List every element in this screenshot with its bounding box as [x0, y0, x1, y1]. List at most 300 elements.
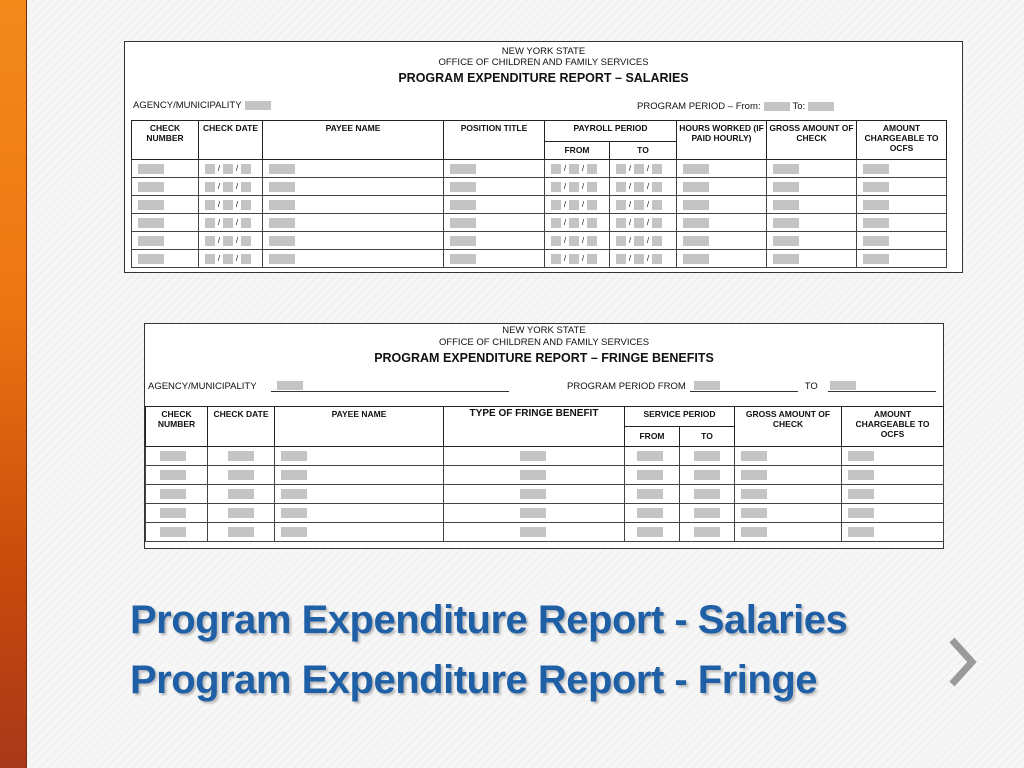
table-cell	[680, 504, 735, 523]
service-from-input[interactable]	[637, 508, 663, 518]
table-cell	[610, 178, 677, 196]
table-cell	[132, 214, 199, 232]
header-from: FROM	[545, 142, 610, 160]
table-cell	[680, 466, 735, 485]
check-number-input[interactable]	[160, 508, 186, 518]
fringe-type-input[interactable]	[520, 451, 546, 461]
header-position-title: POSITION TITLE	[444, 121, 545, 160]
date-day-input[interactable]	[569, 200, 579, 210]
table-cell	[545, 160, 610, 178]
header-type-of-fringe: TYPE OF FRINGE BENEFIT	[444, 407, 625, 447]
table-cell	[735, 504, 842, 523]
period-from-input[interactable]	[764, 102, 790, 111]
header-to: TO	[610, 142, 677, 160]
date-day-input[interactable]	[634, 200, 644, 210]
table-cell	[857, 196, 947, 214]
header-check-date: CHECK DATE	[199, 121, 263, 160]
header-amount-chargeable: AMOUNT CHARGEABLE TO OCFS	[842, 407, 944, 447]
date-separator: /	[628, 236, 632, 246]
date-year-input[interactable]	[241, 218, 251, 228]
date-year-input[interactable]	[652, 218, 662, 228]
table-cell	[842, 485, 944, 504]
service-from-input[interactable]	[637, 451, 663, 461]
service-from-input[interactable]	[637, 470, 663, 480]
date-day-input[interactable]	[223, 236, 233, 246]
table-cell	[263, 232, 444, 250]
date-month-input[interactable]	[205, 164, 215, 174]
header-from: FROM	[625, 427, 680, 447]
date-month-input[interactable]	[551, 218, 561, 228]
date-separator: /	[217, 218, 221, 228]
table-row	[146, 447, 944, 466]
table-cell	[444, 504, 625, 523]
amount-chargeable-input[interactable]	[863, 200, 889, 210]
date-separator: /	[581, 254, 585, 264]
table-cell	[444, 232, 545, 250]
date-separator: /	[646, 236, 650, 246]
gross-amount-input[interactable]	[773, 200, 799, 210]
table-cell	[132, 160, 199, 178]
table-cell	[263, 196, 444, 214]
position-title-input[interactable]	[450, 254, 476, 264]
date-month-input[interactable]	[205, 236, 215, 246]
agency-input[interactable]	[245, 101, 271, 110]
date-separator: /	[217, 254, 221, 264]
program-period-field	[567, 380, 936, 392]
date-month-input[interactable]	[205, 218, 215, 228]
fringe-table	[145, 406, 944, 542]
check-date-input[interactable]	[228, 527, 254, 537]
payee-name-input[interactable]	[269, 182, 295, 192]
table-cell	[208, 504, 275, 523]
form-office-heading: OFFICE OF CHILDREN AND FAMILY SERVICES	[438, 337, 650, 348]
date-year-input[interactable]	[241, 236, 251, 246]
period-to-input[interactable]	[828, 380, 936, 392]
service-to-input[interactable]	[694, 489, 720, 499]
table-cell	[680, 485, 735, 504]
date-day-input[interactable]	[223, 254, 233, 264]
table-cell	[132, 232, 199, 250]
header-check-number: CHECK NUMBER	[146, 407, 208, 447]
date-month-input[interactable]	[205, 200, 215, 210]
service-from-input[interactable]	[637, 527, 663, 537]
date-year-input[interactable]	[652, 164, 662, 174]
amount-chargeable-input[interactable]	[863, 182, 889, 192]
date-year-input[interactable]	[241, 182, 251, 192]
hours-worked-input[interactable]	[683, 236, 709, 246]
date-day-input[interactable]	[569, 236, 579, 246]
date-month-input[interactable]	[616, 164, 626, 174]
table-cell	[545, 214, 610, 232]
header-check-date: CHECK DATE	[208, 407, 275, 447]
table-cell	[208, 485, 275, 504]
table-cell	[199, 160, 263, 178]
header-service-period: SERVICE PERIOD	[625, 407, 735, 427]
table-row	[132, 214, 947, 232]
gross-amount-input[interactable]	[741, 508, 767, 518]
payee-name-input[interactable]	[281, 470, 307, 480]
table-cell	[199, 178, 263, 196]
date-year-input[interactable]	[652, 200, 662, 210]
table-row	[132, 232, 947, 250]
payee-name-input[interactable]	[269, 236, 295, 246]
table-cell	[444, 466, 625, 485]
date-day-input[interactable]	[569, 164, 579, 174]
table-cell	[857, 232, 947, 250]
amount-chargeable-input[interactable]	[848, 527, 874, 537]
date-month-input[interactable]	[205, 182, 215, 192]
position-title-input[interactable]	[450, 218, 476, 228]
check-number-input[interactable]	[160, 451, 186, 461]
amount-chargeable-input[interactable]	[848, 508, 874, 518]
table-cell	[625, 485, 680, 504]
date-separator: /	[581, 200, 585, 210]
date-month-input[interactable]	[616, 182, 626, 192]
date-separator: /	[235, 200, 239, 210]
slide-title-fringe: Program Expenditure Report - Fringe	[130, 658, 818, 702]
date-year-input[interactable]	[241, 200, 251, 210]
service-from-input[interactable]	[637, 489, 663, 499]
amount-chargeable-input[interactable]	[863, 254, 889, 264]
date-separator: /	[217, 236, 221, 246]
date-year-input[interactable]	[652, 254, 662, 264]
table-cell	[735, 447, 842, 466]
table-cell	[444, 485, 625, 504]
date-separator: /	[217, 200, 221, 210]
table-cell	[132, 196, 199, 214]
date-year-input[interactable]	[587, 218, 597, 228]
table-cell	[545, 232, 610, 250]
date-month-input[interactable]	[551, 236, 561, 246]
table-cell	[677, 214, 767, 232]
form-state-heading: NEW YORK STATE	[501, 46, 586, 57]
table-cell	[545, 250, 610, 268]
table-cell	[208, 466, 275, 485]
table-cell	[767, 250, 857, 268]
position-title-input[interactable]	[450, 164, 476, 174]
date-separator: /	[628, 218, 632, 228]
agency-label: AGENCY/MUNICIPALITY	[148, 380, 257, 392]
table-cell	[677, 250, 767, 268]
check-date-input[interactable]	[228, 489, 254, 499]
table-row	[132, 160, 947, 178]
amount-chargeable-input[interactable]	[863, 164, 889, 174]
check-number-input[interactable]	[138, 164, 164, 174]
table-cell	[275, 485, 444, 504]
table-cell	[735, 466, 842, 485]
header-to: TO	[680, 427, 735, 447]
table-cell	[146, 466, 208, 485]
date-year-input[interactable]	[587, 236, 597, 246]
date-separator: /	[563, 236, 567, 246]
period-from-input[interactable]	[690, 380, 798, 392]
date-month-input[interactable]	[551, 164, 561, 174]
date-year-input[interactable]	[241, 254, 251, 264]
check-number-input[interactable]	[138, 182, 164, 192]
table-cell	[199, 232, 263, 250]
fringe-form	[144, 323, 944, 549]
table-row	[132, 178, 947, 196]
hours-worked-input[interactable]	[683, 182, 709, 192]
table-cell	[275, 466, 444, 485]
check-date-input[interactable]	[228, 470, 254, 480]
table-cell	[842, 523, 944, 542]
payee-name-input[interactable]	[281, 527, 307, 537]
date-month-input[interactable]	[551, 200, 561, 210]
date-day-input[interactable]	[569, 182, 579, 192]
period-to-input[interactable]	[808, 102, 834, 111]
date-separator: /	[563, 164, 567, 174]
date-separator: /	[628, 164, 632, 174]
table-cell	[625, 504, 680, 523]
header-payroll-period: PAYROLL PERIOD	[545, 121, 677, 142]
gross-amount-input[interactable]	[773, 182, 799, 192]
table-cell	[857, 250, 947, 268]
table-cell	[132, 250, 199, 268]
check-number-input[interactable]	[138, 236, 164, 246]
date-day-input[interactable]	[634, 182, 644, 192]
fringe-type-input[interactable]	[520, 489, 546, 499]
form-office-heading: OFFICE OF CHILDREN AND FAMILY SERVICES	[438, 57, 649, 68]
table-cell	[444, 523, 625, 542]
table-cell	[610, 214, 677, 232]
table-cell	[677, 232, 767, 250]
date-day-input[interactable]	[223, 182, 233, 192]
date-separator: /	[646, 254, 650, 264]
amount-chargeable-input[interactable]	[863, 218, 889, 228]
check-number-input[interactable]	[138, 200, 164, 210]
hours-worked-input[interactable]	[683, 254, 709, 264]
table-cell	[767, 196, 857, 214]
hours-worked-input[interactable]	[683, 164, 709, 174]
fringe-table-body	[146, 447, 944, 542]
date-day-input[interactable]	[634, 164, 644, 174]
agency-label: AGENCY/MUNICIPALITY	[133, 100, 242, 111]
date-separator: /	[628, 182, 632, 192]
table-cell	[444, 447, 625, 466]
date-year-input[interactable]	[587, 200, 597, 210]
date-separator: /	[235, 218, 239, 228]
date-month-input[interactable]	[616, 236, 626, 246]
date-separator: /	[235, 236, 239, 246]
date-year-input[interactable]	[587, 254, 597, 264]
date-separator: /	[628, 254, 632, 264]
date-month-input[interactable]	[205, 254, 215, 264]
amount-chargeable-input[interactable]	[863, 236, 889, 246]
date-year-input[interactable]	[587, 164, 597, 174]
amount-chargeable-input[interactable]	[848, 489, 874, 499]
check-number-input[interactable]	[160, 470, 186, 480]
form-title: PROGRAM EXPENDITURE REPORT – FRINGE BENEFITS	[374, 351, 714, 365]
table-cell	[680, 523, 735, 542]
table-cell	[208, 447, 275, 466]
position-title-input[interactable]	[450, 236, 476, 246]
table-cell	[680, 447, 735, 466]
fringe-type-input[interactable]	[520, 527, 546, 537]
date-separator: /	[563, 182, 567, 192]
table-cell	[263, 178, 444, 196]
table-cell	[545, 178, 610, 196]
check-date-input[interactable]	[228, 508, 254, 518]
service-to-input[interactable]	[694, 527, 720, 537]
date-year-input[interactable]	[652, 182, 662, 192]
table-cell	[275, 447, 444, 466]
date-separator: /	[563, 200, 567, 210]
table-cell	[625, 447, 680, 466]
table-cell	[208, 523, 275, 542]
table-cell	[677, 160, 767, 178]
date-day-input[interactable]	[223, 164, 233, 174]
date-day-input[interactable]	[223, 218, 233, 228]
date-separator: /	[235, 164, 239, 174]
table-row	[146, 504, 944, 523]
gross-amount-input[interactable]	[741, 489, 767, 499]
table-cell	[857, 160, 947, 178]
date-day-input[interactable]	[634, 254, 644, 264]
table-row	[146, 485, 944, 504]
payee-name-input[interactable]	[269, 218, 295, 228]
date-year-input[interactable]	[587, 182, 597, 192]
table-row	[146, 523, 944, 542]
date-day-input[interactable]	[634, 236, 644, 246]
table-cell	[146, 504, 208, 523]
gross-amount-input[interactable]	[773, 236, 799, 246]
date-day-input[interactable]	[223, 200, 233, 210]
agency-input[interactable]	[271, 380, 509, 392]
payee-name-input[interactable]	[281, 489, 307, 499]
date-separator: /	[646, 164, 650, 174]
date-month-input[interactable]	[616, 254, 626, 264]
position-title-input[interactable]	[450, 182, 476, 192]
form-title: PROGRAM EXPENDITURE REPORT – SALARIES	[398, 71, 689, 85]
date-separator: /	[646, 218, 650, 228]
header-hours-worked: HOURS WORKED (IF PAID HOURLY)	[677, 121, 767, 160]
date-separator: /	[646, 200, 650, 210]
table-cell	[444, 196, 545, 214]
chevron-right-icon[interactable]	[944, 634, 980, 690]
fringe-type-input[interactable]	[520, 470, 546, 480]
period-to-label: TO	[804, 380, 818, 392]
date-day-input[interactable]	[634, 218, 644, 228]
table-cell	[146, 523, 208, 542]
table-cell	[842, 466, 944, 485]
date-day-input[interactable]	[569, 254, 579, 264]
fringe-type-input[interactable]	[520, 508, 546, 518]
check-number-input[interactable]	[160, 489, 186, 499]
date-year-input[interactable]	[652, 236, 662, 246]
table-cell	[625, 466, 680, 485]
hours-worked-input[interactable]	[683, 200, 709, 210]
table-cell	[735, 523, 842, 542]
service-to-input[interactable]	[694, 508, 720, 518]
amount-chargeable-input[interactable]	[848, 451, 874, 461]
table-cell	[275, 504, 444, 523]
agency-field	[148, 380, 509, 392]
amount-chargeable-input[interactable]	[848, 470, 874, 480]
period-from-label: PROGRAM PERIOD FROM	[567, 380, 686, 392]
table-cell	[610, 196, 677, 214]
table-cell	[767, 214, 857, 232]
header-gross-amount: GROSS AMOUNT OF CHECK	[767, 121, 857, 160]
date-separator: /	[646, 182, 650, 192]
check-date-input[interactable]	[228, 451, 254, 461]
table-cell	[199, 196, 263, 214]
date-day-input[interactable]	[569, 218, 579, 228]
date-year-input[interactable]	[241, 164, 251, 174]
date-separator: /	[235, 254, 239, 264]
gross-amount-input[interactable]	[741, 470, 767, 480]
table-row	[146, 466, 944, 485]
gross-amount-input[interactable]	[773, 164, 799, 174]
date-month-input[interactable]	[551, 182, 561, 192]
table-cell	[767, 160, 857, 178]
table-cell	[857, 178, 947, 196]
header-amount-chargeable: AMOUNT CHARGEABLE TO OCFS	[857, 121, 947, 160]
header-payee-name: PAYEE NAME	[263, 121, 444, 160]
payee-name-input[interactable]	[281, 451, 307, 461]
table-cell	[610, 250, 677, 268]
service-to-input[interactable]	[694, 470, 720, 480]
payee-name-input[interactable]	[269, 254, 295, 264]
table-row	[132, 196, 947, 214]
position-title-input[interactable]	[450, 200, 476, 210]
table-cell	[444, 214, 545, 232]
table-cell	[767, 232, 857, 250]
date-separator: /	[563, 254, 567, 264]
table-cell	[199, 250, 263, 268]
table-cell	[275, 523, 444, 542]
table-cell	[263, 250, 444, 268]
hours-worked-input[interactable]	[683, 218, 709, 228]
salaries-table-body	[132, 160, 947, 268]
table-cell	[545, 196, 610, 214]
check-number-input[interactable]	[138, 218, 164, 228]
header-payee-name: PAYEE NAME	[275, 407, 444, 447]
date-month-input[interactable]	[551, 254, 561, 264]
table-cell	[842, 447, 944, 466]
date-separator: /	[581, 182, 585, 192]
header-gross-amount: GROSS AMOUNT OF CHECK	[735, 407, 842, 447]
period-from-label: PROGRAM PERIOD – From:	[637, 101, 761, 112]
payee-name-input[interactable]	[269, 200, 295, 210]
slide-title-salaries: Program Expenditure Report - Salaries	[130, 598, 848, 642]
date-separator: /	[581, 218, 585, 228]
table-cell	[444, 178, 545, 196]
table-cell	[677, 178, 767, 196]
table-cell	[610, 232, 677, 250]
payee-name-input[interactable]	[281, 508, 307, 518]
date-separator: /	[563, 218, 567, 228]
gross-amount-input[interactable]	[741, 451, 767, 461]
table-cell	[199, 214, 263, 232]
salaries-table	[131, 120, 947, 268]
period-to-label: To:	[792, 101, 806, 112]
check-number-input[interactable]	[160, 527, 186, 537]
service-to-input[interactable]	[694, 451, 720, 461]
table-cell	[625, 523, 680, 542]
gross-amount-input[interactable]	[773, 254, 799, 264]
payee-name-input[interactable]	[269, 164, 295, 174]
date-month-input[interactable]	[616, 218, 626, 228]
date-separator: /	[581, 164, 585, 174]
gross-amount-input[interactable]	[741, 527, 767, 537]
table-cell	[610, 160, 677, 178]
table-cell	[857, 214, 947, 232]
gross-amount-input[interactable]	[773, 218, 799, 228]
check-number-input[interactable]	[138, 254, 164, 264]
date-month-input[interactable]	[616, 200, 626, 210]
date-separator: /	[628, 200, 632, 210]
